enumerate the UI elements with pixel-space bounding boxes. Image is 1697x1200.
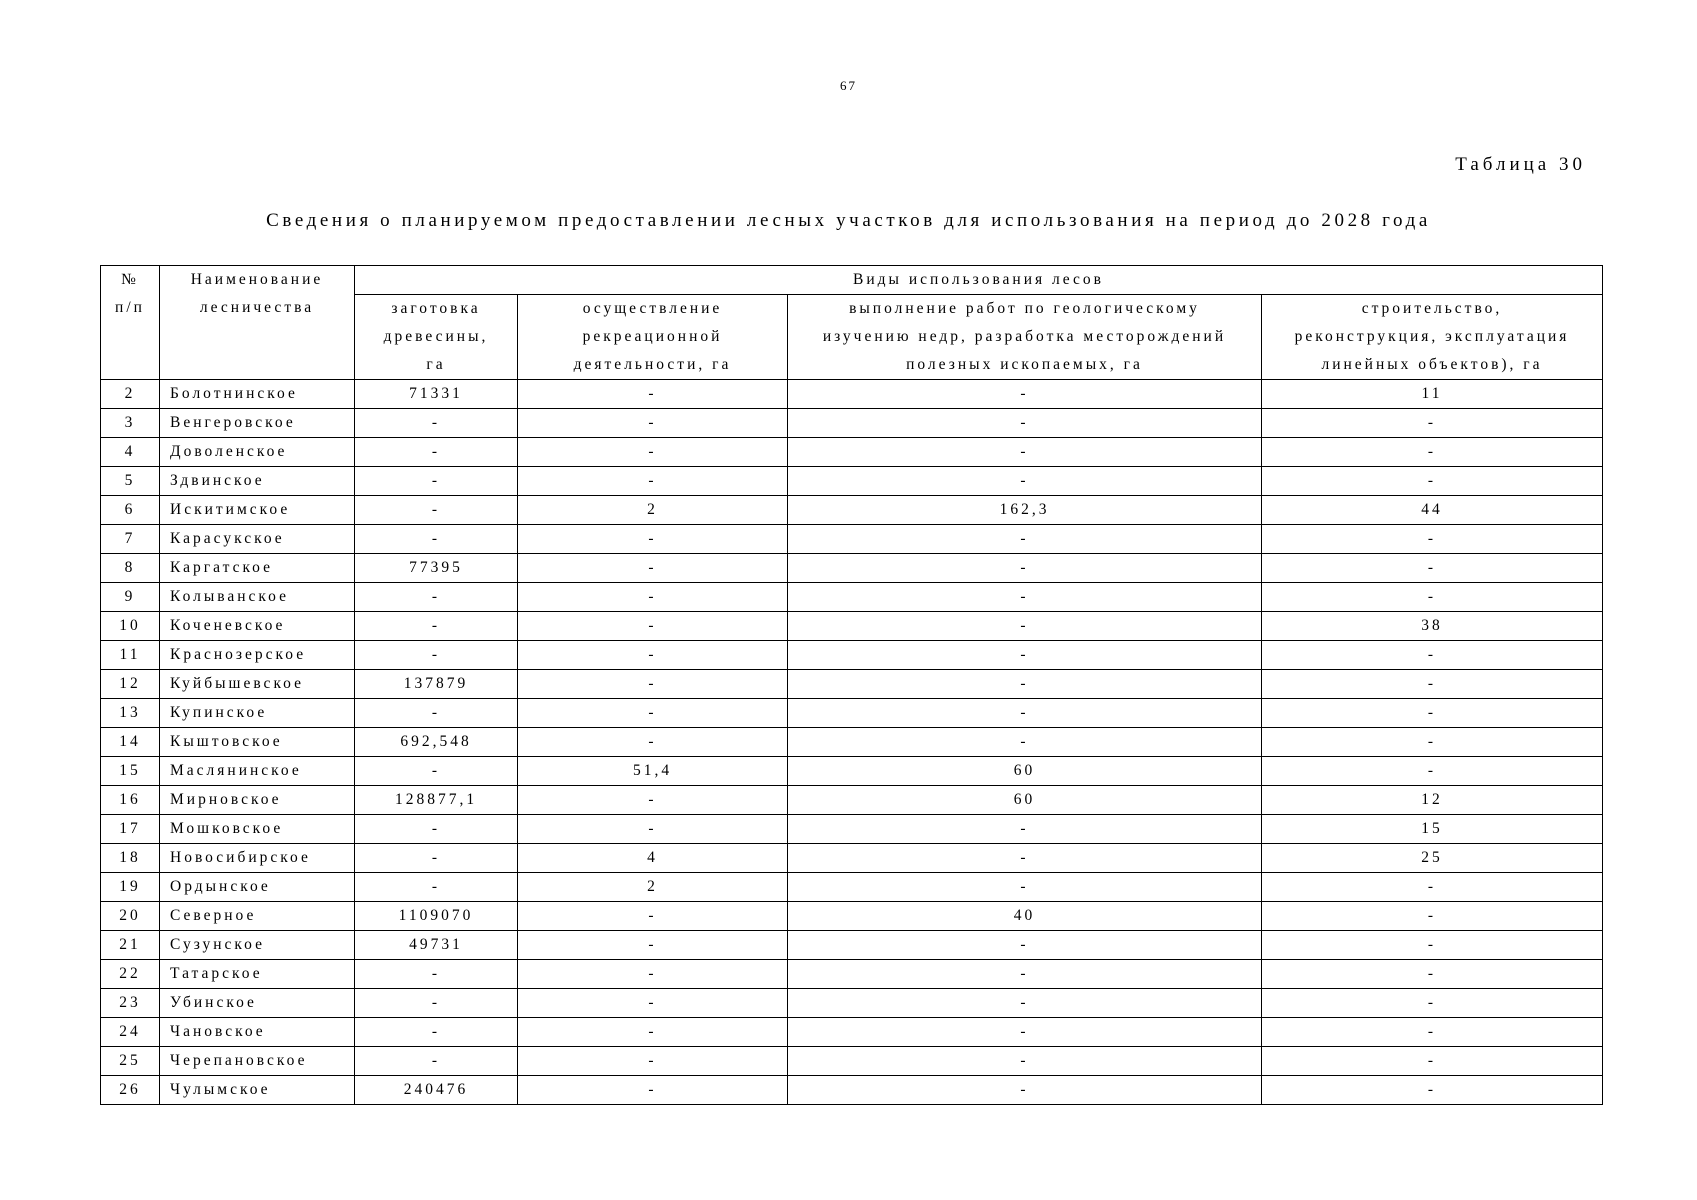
- recreation-cell: -: [518, 1076, 788, 1105]
- geology-cell: -: [788, 380, 1262, 409]
- wood-harvesting-cell: 240476: [355, 1076, 518, 1105]
- wood-harvesting-cell: -: [355, 467, 518, 496]
- forestry-name-cell: Искитимское: [160, 496, 355, 525]
- recreation-cell: -: [518, 699, 788, 728]
- geology-cell: -: [788, 728, 1262, 757]
- forestry-name-cell: Убинское: [160, 989, 355, 1018]
- construction-cell: -: [1262, 931, 1603, 960]
- header-line: реконструкция, эксплуатация: [1294, 328, 1570, 345]
- wood-harvesting-cell: -: [355, 873, 518, 902]
- row-number-cell: 11: [101, 641, 160, 670]
- header-line: выполнение работ по геологическому: [849, 300, 1200, 317]
- forestry-name-cell: Мирновское: [160, 786, 355, 815]
- row-number-cell: 6: [101, 496, 160, 525]
- geology-cell: 60: [788, 786, 1262, 815]
- table-row: [101, 641, 1603, 670]
- table-row: [101, 1018, 1603, 1047]
- header-use-types: Виды использования лесов: [355, 266, 1603, 295]
- recreation-cell: -: [518, 641, 788, 670]
- geology-cell: -: [788, 931, 1262, 960]
- forestry-name-cell: Купинское: [160, 699, 355, 728]
- header-recreation: [518, 295, 788, 380]
- geology-cell: -: [788, 670, 1262, 699]
- table-header: [101, 266, 1603, 380]
- geology-cell: 40: [788, 902, 1262, 931]
- forestry-name-cell: Маслянинское: [160, 757, 355, 786]
- recreation-cell: -: [518, 380, 788, 409]
- row-number-cell: 9: [101, 583, 160, 612]
- table-row: [101, 496, 1603, 525]
- wood-harvesting-cell: -: [355, 699, 518, 728]
- geology-cell: -: [788, 554, 1262, 583]
- recreation-cell: -: [518, 1047, 788, 1076]
- header-wood-harvesting: [355, 295, 518, 380]
- recreation-cell: 4: [518, 844, 788, 873]
- row-number-cell: 8: [101, 554, 160, 583]
- table-body: [101, 380, 1603, 1105]
- table-row: [101, 815, 1603, 844]
- row-number-cell: 23: [101, 989, 160, 1018]
- forestry-name-cell: Кыштовское: [160, 728, 355, 757]
- row-number-cell: 14: [101, 728, 160, 757]
- wood-harvesting-cell: 71331: [355, 380, 518, 409]
- table-row: [101, 612, 1603, 641]
- table-row: [101, 728, 1603, 757]
- recreation-cell: -: [518, 989, 788, 1018]
- geology-cell: -: [788, 699, 1262, 728]
- row-number-cell: 5: [101, 467, 160, 496]
- wood-harvesting-cell: 692,548: [355, 728, 518, 757]
- row-number-cell: 18: [101, 844, 160, 873]
- geology-cell: -: [788, 873, 1262, 902]
- header-line: рекреационной: [582, 328, 723, 345]
- wood-harvesting-cell: -: [355, 1047, 518, 1076]
- construction-cell: -: [1262, 554, 1603, 583]
- header-number-line: п/п: [115, 299, 145, 316]
- row-number-cell: 3: [101, 409, 160, 438]
- recreation-cell: -: [518, 612, 788, 641]
- construction-cell: -: [1262, 1047, 1603, 1076]
- construction-cell: -: [1262, 467, 1603, 496]
- table-row: [101, 409, 1603, 438]
- wood-harvesting-cell: -: [355, 989, 518, 1018]
- construction-cell: -: [1262, 1076, 1603, 1105]
- forestry-name-cell: Чулымское: [160, 1076, 355, 1105]
- wood-harvesting-cell: 1109070: [355, 902, 518, 931]
- geology-cell: 60: [788, 757, 1262, 786]
- forestry-name-cell: Новосибирское: [160, 844, 355, 873]
- wood-harvesting-cell: -: [355, 525, 518, 554]
- geology-cell: -: [788, 583, 1262, 612]
- geology-cell: -: [788, 525, 1262, 554]
- geology-cell: -: [788, 960, 1262, 989]
- geology-cell: -: [788, 815, 1262, 844]
- table-row: [101, 931, 1603, 960]
- recreation-cell: -: [518, 467, 788, 496]
- page-number: 67: [840, 78, 857, 93]
- geology-cell: -: [788, 1076, 1262, 1105]
- header-line: изучению недр, разработка месторождений: [822, 328, 1227, 345]
- construction-cell: 38: [1262, 612, 1603, 641]
- forestry-name-cell: Черепановское: [160, 1047, 355, 1076]
- recreation-cell: -: [518, 409, 788, 438]
- forest-use-table: [100, 265, 1603, 1105]
- geology-cell: -: [788, 409, 1262, 438]
- construction-cell: 12: [1262, 786, 1603, 815]
- wood-harvesting-cell: 137879: [355, 670, 518, 699]
- row-number-cell: 19: [101, 873, 160, 902]
- construction-cell: -: [1262, 1018, 1603, 1047]
- row-number-cell: 17: [101, 815, 160, 844]
- row-number-cell: 12: [101, 670, 160, 699]
- table-label: Таблица 30: [1455, 154, 1586, 175]
- table-row: [101, 438, 1603, 467]
- construction-cell: 11: [1262, 380, 1603, 409]
- header-geology: [788, 295, 1262, 380]
- row-number-cell: 26: [101, 1076, 160, 1105]
- forestry-name-cell: Мошковское: [160, 815, 355, 844]
- wood-harvesting-cell: -: [355, 612, 518, 641]
- geology-cell: -: [788, 612, 1262, 641]
- recreation-cell: -: [518, 960, 788, 989]
- construction-cell: -: [1262, 728, 1603, 757]
- table-row: [101, 873, 1603, 902]
- header-line: деятельности, га: [573, 356, 732, 373]
- row-number-cell: 25: [101, 1047, 160, 1076]
- recreation-cell: -: [518, 554, 788, 583]
- wood-harvesting-cell: -: [355, 1018, 518, 1047]
- wood-harvesting-cell: -: [355, 438, 518, 467]
- construction-cell: 44: [1262, 496, 1603, 525]
- construction-cell: -: [1262, 873, 1603, 902]
- geology-cell: -: [788, 844, 1262, 873]
- construction-cell: -: [1262, 438, 1603, 467]
- geology-cell: -: [788, 641, 1262, 670]
- header-construction: [1262, 295, 1603, 380]
- recreation-cell: -: [518, 525, 788, 554]
- construction-cell: -: [1262, 670, 1603, 699]
- header-line: полезных ископаемых, га: [906, 356, 1143, 373]
- recreation-cell: -: [518, 583, 788, 612]
- construction-cell: -: [1262, 989, 1603, 1018]
- wood-harvesting-cell: -: [355, 409, 518, 438]
- geology-cell: -: [788, 467, 1262, 496]
- row-number-cell: 20: [101, 902, 160, 931]
- forestry-name-cell: Каргатское: [160, 554, 355, 583]
- wood-harvesting-cell: -: [355, 960, 518, 989]
- header-name-line: Наименование: [190, 271, 324, 288]
- forestry-name-cell: Татарское: [160, 960, 355, 989]
- header-name-line: лесничества: [199, 299, 315, 316]
- table-row: [101, 699, 1603, 728]
- forestry-name-cell: Коченевское: [160, 612, 355, 641]
- row-number-cell: 7: [101, 525, 160, 554]
- construction-cell: -: [1262, 583, 1603, 612]
- row-number-cell: 10: [101, 612, 160, 641]
- forestry-name-cell: Куйбышевское: [160, 670, 355, 699]
- header-number-line: №: [121, 271, 139, 288]
- recreation-cell: -: [518, 1018, 788, 1047]
- recreation-cell: -: [518, 438, 788, 467]
- geology-cell: -: [788, 1018, 1262, 1047]
- recreation-cell: 2: [518, 873, 788, 902]
- recreation-cell: -: [518, 728, 788, 757]
- recreation-cell: 2: [518, 496, 788, 525]
- forestry-name-cell: Северное: [160, 902, 355, 931]
- construction-cell: -: [1262, 409, 1603, 438]
- forestry-name-cell: Болотнинское: [160, 380, 355, 409]
- construction-cell: 25: [1262, 844, 1603, 873]
- table-row: [101, 525, 1603, 554]
- wood-harvesting-cell: -: [355, 815, 518, 844]
- geology-cell: 162,3: [788, 496, 1262, 525]
- construction-cell: -: [1262, 699, 1603, 728]
- construction-cell: -: [1262, 641, 1603, 670]
- wood-harvesting-cell: -: [355, 583, 518, 612]
- geology-cell: -: [788, 989, 1262, 1018]
- header-line: древесины,: [383, 328, 489, 345]
- forestry-name-cell: Карасукское: [160, 525, 355, 554]
- recreation-cell: -: [518, 670, 788, 699]
- wood-harvesting-cell: -: [355, 844, 518, 873]
- forestry-name-cell: Сузунское: [160, 931, 355, 960]
- recreation-cell: -: [518, 786, 788, 815]
- header-number: [101, 266, 160, 380]
- document-title: Сведения о планируемом предоставлении лесных участков для использования на период до 2028 года: [266, 210, 1431, 231]
- header-line: осуществление: [582, 300, 723, 317]
- forestry-name-cell: Здвинское: [160, 467, 355, 496]
- table-row: [101, 670, 1603, 699]
- forestry-name-cell: Чановское: [160, 1018, 355, 1047]
- construction-cell: -: [1262, 902, 1603, 931]
- recreation-cell: -: [518, 931, 788, 960]
- table-row: [101, 902, 1603, 931]
- table-row: [101, 844, 1603, 873]
- table-row: [101, 583, 1603, 612]
- table-row: [101, 960, 1603, 989]
- table-row: [101, 757, 1603, 786]
- forestry-name-cell: Доволенское: [160, 438, 355, 467]
- wood-harvesting-cell: -: [355, 641, 518, 670]
- forestry-name-cell: Венгеровское: [160, 409, 355, 438]
- header-line: строительство,: [1361, 300, 1503, 317]
- recreation-cell: -: [518, 815, 788, 844]
- table-row: [101, 554, 1603, 583]
- wood-harvesting-cell: -: [355, 757, 518, 786]
- table-row: [101, 989, 1603, 1018]
- row-number-cell: 2: [101, 380, 160, 409]
- row-number-cell: 24: [101, 1018, 160, 1047]
- recreation-cell: -: [518, 902, 788, 931]
- wood-harvesting-cell: 128877,1: [355, 786, 518, 815]
- row-number-cell: 15: [101, 757, 160, 786]
- table-row: [101, 786, 1603, 815]
- wood-harvesting-cell: 77395: [355, 554, 518, 583]
- table-row: [101, 467, 1603, 496]
- table-row: [101, 1047, 1603, 1076]
- wood-harvesting-cell: 49731: [355, 931, 518, 960]
- geology-cell: -: [788, 438, 1262, 467]
- row-number-cell: 16: [101, 786, 160, 815]
- wood-harvesting-cell: -: [355, 496, 518, 525]
- construction-cell: -: [1262, 525, 1603, 554]
- table-row: [101, 1076, 1603, 1105]
- forestry-name-cell: Краснозерское: [160, 641, 355, 670]
- recreation-cell: 51,4: [518, 757, 788, 786]
- table-row: [101, 380, 1603, 409]
- geology-cell: -: [788, 1047, 1262, 1076]
- forestry-name-cell: Колыванское: [160, 583, 355, 612]
- row-number-cell: 13: [101, 699, 160, 728]
- header-line: линейных объектов), га: [1321, 356, 1543, 373]
- construction-cell: -: [1262, 960, 1603, 989]
- header-forestry-name: [160, 266, 355, 380]
- construction-cell: 15: [1262, 815, 1603, 844]
- forestry-name-cell: Ордынское: [160, 873, 355, 902]
- row-number-cell: 4: [101, 438, 160, 467]
- construction-cell: -: [1262, 757, 1603, 786]
- row-number-cell: 21: [101, 931, 160, 960]
- row-number-cell: 22: [101, 960, 160, 989]
- header-line: заготовка: [391, 300, 481, 317]
- header-line: га: [426, 356, 446, 373]
